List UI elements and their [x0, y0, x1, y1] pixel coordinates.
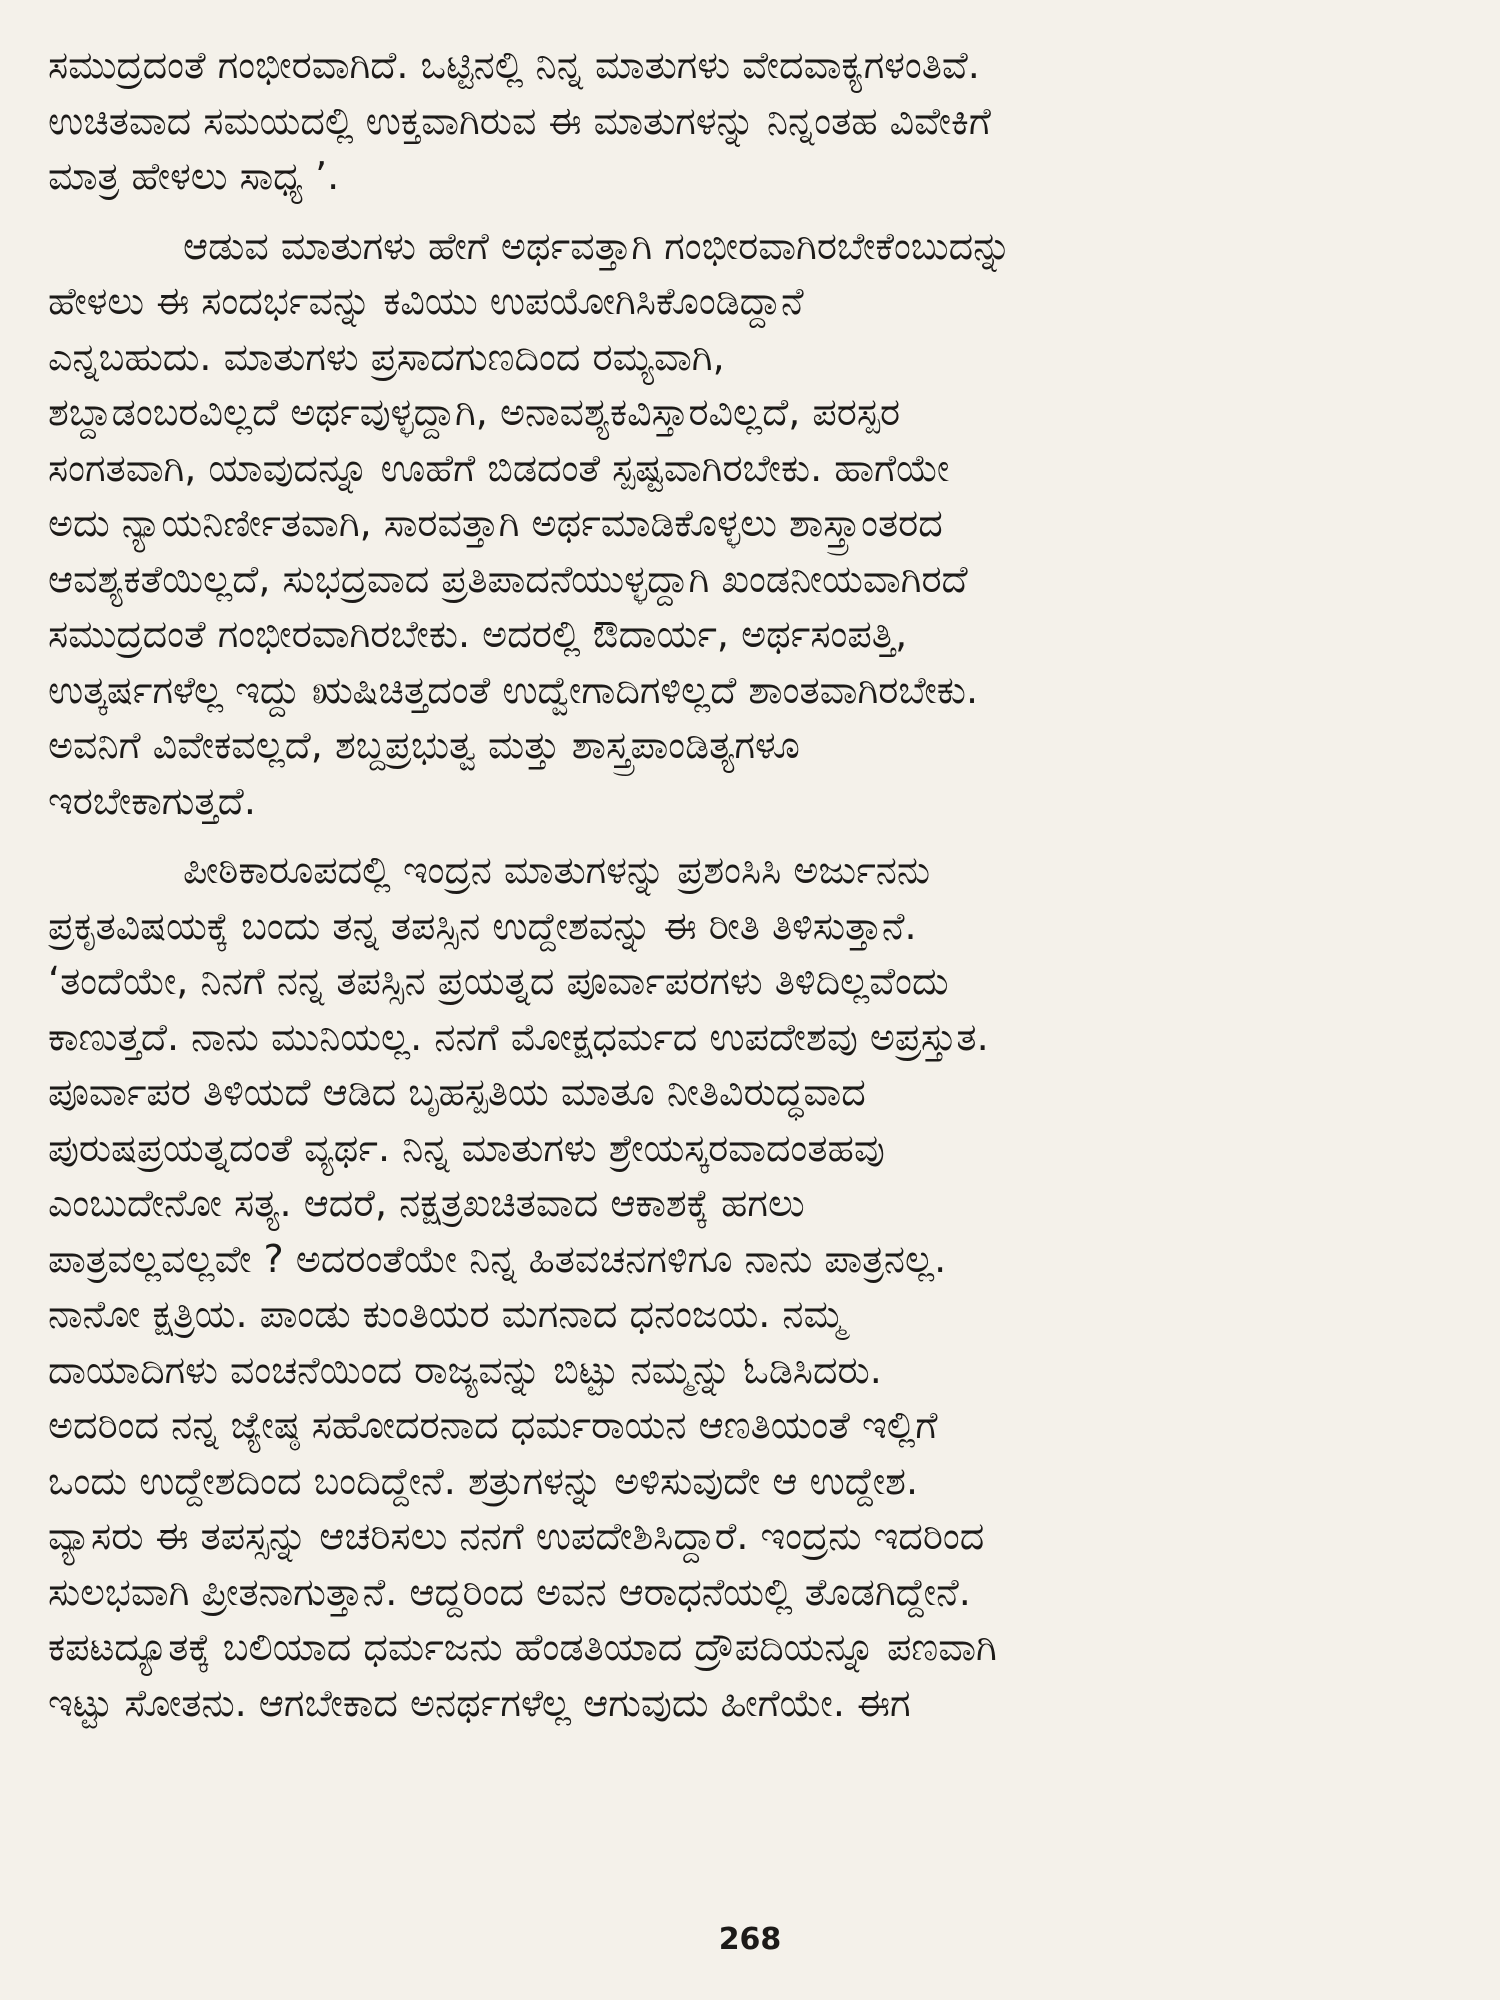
text-line: ಪಾತ್ರವಲ್ಲವಲ್ಲವೇ ? ಅದರಂತೆಯೇ ನಿನ್ನ ಹಿತವಚನಗಳಿಗೂ ನಾನು ಪಾತ್ರನಲ್ಲ.: [48, 1236, 947, 1281]
paragraph: [48, 219, 1452, 830]
text-line: ಒಂದು ಉದ್ದೇಶದಿಂದ ಬಂದಿದ್ದೇನೆ. ಶತ್ರುಗಳನ್ನು ಅಳಿಸುವುದೇ ಆ ಉದ್ದೇಶ.: [48, 1458, 919, 1503]
paragraph: [48, 38, 1452, 205]
text-line: ಪುರುಷಪ್ರಯತ್ನದಂತೆ ವ್ಯರ್ಥ. ನಿನ್ನ ಮಾತುಗಳು ಶ್ರೇಯಸ್ಕರವಾದಂತಹವು: [48, 1125, 885, 1170]
text-line: ಪೀಠಿಕಾರೂಪದಲ್ಲಿ ಇಂದ್ರನ ಮಾತುಗಳನ್ನು ಪ್ರಶಂಸಿಸಿ ಅರ್ಜುನನು: [183, 848, 931, 892]
text-line: ಪ್ರಕೃತವಿಷಯಕ್ಕೆ ಬಂದು ತನ್ನ ತಪಸ್ಸಿನ ಉದ್ದೇಶವನ್ನು ಈ ರೀತಿ ತಿಳಿಸುತ್ತಾನೆ.: [48, 903, 917, 948]
text-line: ಕಪಟದ್ಯೂತಕ್ಕೆ ಬಲಿಯಾದ ಧರ್ಮಜನು ಹೆಂಡತಿಯಾದ ದ್ರೌಪದಿಯನ್ನೂ ಪಣವಾಗಿ: [48, 1625, 997, 1669]
text-line: ಆವಶ್ಯಕತೆಯಿಲ್ಲದೆ, ಸುಭದ್ರವಾದ ಪ್ರತಿಪಾದನೆಯುಳ್ಳದ್ದಾಗಿ ಖಂಡನೀಯವಾಗಿರದೆ: [48, 556, 968, 601]
text-line: ಇಟ್ಟು ಸೋತನು. ಆಗಬೇಕಾದ ಅನರ್ಥಗಳೆಲ್ಲ ಆಗುವುದು ಹೀಗೆಯೇ. ಈಗ: [48, 1680, 911, 1725]
text-line: ಅದರಿಂದ ನನ್ನ ಜ್ಯೇಷ್ಠ ಸಹೋದರನಾದ ಧರ್ಮರಾಯನ ಆಣತಿಯಂತೆ ಇಲ್ಲಿಗೆ: [48, 1403, 938, 1447]
text-line: ಅವನಿಗೆ ವಿವೇಕವಲ್ಲದೆ, ಶಬ್ದಪ್ರಭುತ್ವ ಮತ್ತು ಶಾಸ್ತ್ರಪಾಂಡಿತ್ಯಗಳೂ: [48, 723, 800, 767]
text-line: ಶಬ್ದಾಡಂಬರವಿಲ್ಲದೆ ಅರ್ಥವುಳ್ಳದ್ದಾಗಿ, ಅನಾವಶ್ಯಕವಿಸ್ತಾರವಿಲ್ಲದೆ, ಪರಸ್ಪರ: [48, 390, 901, 434]
text-line: ವ್ಯಾಸರು ಈ ತಪಸ್ಸನ್ನು ಆಚರಿಸಲು ನನಗೆ ಉಪದೇಶಿಸಿದ್ದಾರೆ. ಇಂದ್ರನು ಇದರಿಂದ: [48, 1514, 985, 1558]
text-line: ಎಂಬುದೇನೋ ಸತ್ಯ. ಆದರೆ, ನಕ್ಷತ್ರಖಚಿತವಾದ ಆಕಾಶಕ್ಕೆ ಹಗಲು: [48, 1181, 805, 1225]
text-line: ಉತ್ಕರ್ಷಗಳೆಲ್ಲ ಇದ್ದು ಋಷಿಚಿತ್ತದಂತೆ ಉದ್ವೇಗಾದಿಗಳಿಲ್ಲದೆ ಶಾಂತವಾಗಿರಬೇಕು.: [48, 667, 979, 712]
text-line: ಎನ್ನಬಹುದು. ಮಾತುಗಳು ಪ್ರಸಾದಗುಣದಿಂದ ರಮ್ಯವಾಗಿ,: [48, 334, 725, 379]
text-line: ದಾಯಾದಿಗಳು ವಂಚನೆಯಿಂದ ರಾಜ್ಯವನ್ನು ಬಿಟ್ಟು ನಮ್ಮನ್ನು ಓಡಿಸಿದರು.: [48, 1347, 882, 1392]
text-line: ಸಂಗತವಾಗಿ, ಯಾವುದನ್ನೂ ಊಹೆಗೆ ಬಿಡದಂತೆ ಸ್ಪಷ್ಟವಾಗಿರಬೇಕು. ಹಾಗೆಯೇ: [48, 445, 950, 490]
text-line: ಉಚಿತವಾದ ಸಮಯದಲ್ಲಿ ಉಕ್ತವಾಗಿರುವ ಈ ಮಾತುಗಳನ್ನು ನಿನ್ನಂತಹ ವಿವೇಕಿಗೆ: [48, 98, 991, 143]
text-line: ಅದು ನ್ಯಾಯನಿರ್ಣೀತವಾಗಿ, ಸಾರವತ್ತಾಗಿ ಅರ್ಥಮಾಡಿಕೊಳ್ಳಲು ಶಾಸ್ತ್ರಾಂತರದ: [48, 501, 943, 545]
text-line: ‘ತಂದೆಯೇ, ನಿನಗೆ ನನ್ನ ತಪಸ್ಸಿನ ಪ್ರಯತ್ನದ ಪೂರ್ವಾಪರಗಳು ತಿಳಿದಿಲ್ಲವೆಂದು: [48, 959, 949, 1003]
paragraph: [48, 843, 1452, 1731]
text-line: ನಾನೋ ಕ್ಷತ್ರಿಯ. ಪಾಂಡು ಕುಂತಿಯರ ಮಗನಾದ ಧನಂಜಯ. ನಮ್ಮ: [48, 1292, 845, 1336]
text-line: ಪೂರ್ವಾಪರ ತಿಳಿಯದೆ ಆಡಿದ ಬೃಹಸ್ಪತಿಯ ಮಾತೂ ನೀತಿವಿರುದ್ಧವಾದ: [48, 1070, 866, 1114]
body-text: [48, 38, 1452, 1731]
text-line: ಸಮುದ್ರದಂತೆ ಗಂಭೀರವಾಗಿದೆ. ಒಟ್ಟಿನಲ್ಲಿ ನಿನ್ನ ಮಾತುಗಳು ವೇದವಾಕ್ಯಗಳಂತಿವೆ.: [48, 43, 980, 87]
text-line: ಇರಬೇಕಾಗುತ್ತದೆ.: [48, 778, 256, 823]
page-number: 268: [718, 1922, 782, 1957]
text-line: ಸಮುದ್ರದಂತೆ ಗಂಭೀರವಾಗಿರಬೇಕು. ಅದರಲ್ಲಿ ಔದಾರ್ಯ, ಅರ್ಥಸಂಪತ್ತಿ,: [48, 612, 908, 656]
text-line: ಮಾತ್ರ ಹೇಳಲು ಸಾಧ್ಯ ’.: [48, 154, 340, 198]
text-line: ಆಡುವ ಮಾತುಗಳು ಹೇಗೆ ಅರ್ಥವತ್ತಾಗಿ ಗಂಭೀರವಾಗಿರಬೇಕೆಂಬುದನ್ನು: [183, 223, 1012, 268]
text-line: ಸುಲಭವಾಗಿ ಪ್ರೀತನಾಗುತ್ತಾನೆ. ಆದ್ದರಿಂದ ಅವನ ಆರಾಧನೆಯಲ್ಲಿ ತೊಡಗಿದ್ದೇನೆ.: [48, 1569, 971, 1614]
text-line: ಹೇಳಲು ಈ ಸಂದರ್ಭವನ್ನು ಕವಿಯು ಉಪಯೋಗಿಸಿಕೊಂಡಿದ್ದಾನೆ: [48, 279, 804, 323]
text-line: ಕಾಣುತ್ತದೆ. ನಾನು ಮುನಿಯಲ್ಲ. ನನಗೆ ಮೋಕ್ಷಧರ್ಮದ ಉಪದೇಶವು ಅಪ್ರಸ್ತುತ.: [48, 1014, 989, 1059]
